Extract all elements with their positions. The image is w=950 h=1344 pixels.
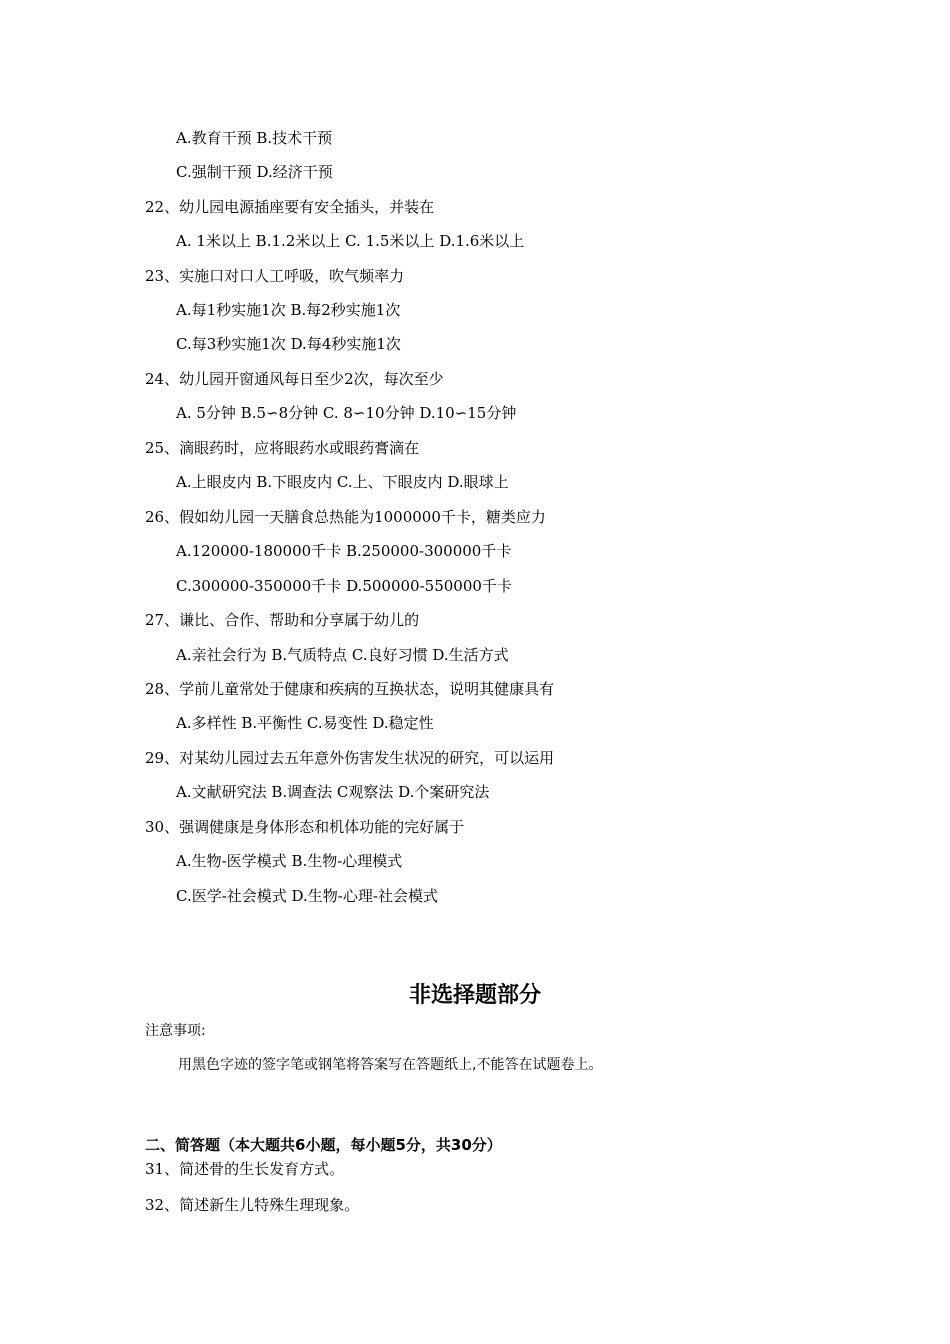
q22-options: A. 1米以上 B.1.2米以上 C. 1.5米以上 D.1.6米以上 (176, 232, 525, 250)
q26-options-line-2: C.300000-350000千卡 D.500000-550000千卡 (176, 577, 512, 595)
q24-options: A. 5分钟 B.5∽8分钟 C. 8∽10分钟 D.10∽15分钟 (176, 404, 517, 422)
q21-options-line-2: C.强制干预 D.经济干预 (176, 163, 333, 181)
part2-heading: 二、简答题（本大题共6小题，每小题5分，共30分） (145, 1136, 502, 1154)
q23-options-line-2: C.每3秒实施1次 D.每4秒实施1次 (176, 335, 401, 353)
note-label: 注意事项: (145, 1023, 206, 1039)
q28-stem: 28、学前儿童常处于健康和疾病的互换状态，说明其健康具有 (145, 680, 555, 698)
q21-options-line-1: A.教育干预 B.技术干预 (176, 129, 333, 147)
q31-stem: 31、简述骨的生长发育方式。 (145, 1160, 345, 1178)
q26-stem: 26、假如幼儿园一天膳食总热能为1000000千卡，糖类应力 (145, 508, 546, 526)
q30-options-line-1: A.生物-医学模式 B.生物-心理模式 (176, 852, 403, 870)
q26-options-line-1: A.120000-180000千卡 B.250000-300000千卡 (176, 542, 512, 560)
q32-stem: 32、简述新生儿特殊生理现象。 (145, 1196, 360, 1214)
q23-options-line-1: A.每1秒实施1次 B.每2秒实施1次 (176, 301, 401, 319)
q28-options: A.多样性 B.平衡性 C.易变性 D.稳定性 (176, 714, 434, 732)
note-text: 用黑色字迹的签字笔或钢笔将答案写在答题纸上,不能答在试题卷上。 (178, 1057, 603, 1073)
q29-stem: 29、对某幼儿园过去五年意外伤害发生状况的研究，可以运用 (145, 749, 555, 767)
q30-options-line-2: C.医学-社会模式 D.生物-心理-社会模式 (176, 887, 438, 905)
q22-stem: 22、幼儿园电源插座要有安全插头，并装在 (145, 198, 435, 216)
section-title: 非选择题部分 (408, 983, 541, 1008)
q30-stem: 30、强调健康是身体形态和机体功能的完好属于 (145, 818, 465, 836)
q29-options: A.文献研究法 B.调查法 C观察法 D.个案研究法 (176, 783, 490, 801)
q25-options: A.上眼皮内 B.下眼皮内 C.上、下眼皮内 D.眼球上 (176, 473, 509, 491)
q25-stem: 25、滴眼药时，应将眼药水或眼药膏滴在 (145, 439, 420, 457)
q27-stem: 27、谦比、合作、帮助和分享属于幼儿的 (145, 611, 420, 629)
q27-options: A.亲社会行为 B.气质特点 C.良好习惯 D.生活方式 (176, 646, 509, 664)
q23-stem: 23、实施口对口人工呼吸，吹气频率力 (145, 267, 405, 285)
q24-stem: 24、幼儿园开窗通风每日至少2次，每次至少 (145, 370, 444, 388)
